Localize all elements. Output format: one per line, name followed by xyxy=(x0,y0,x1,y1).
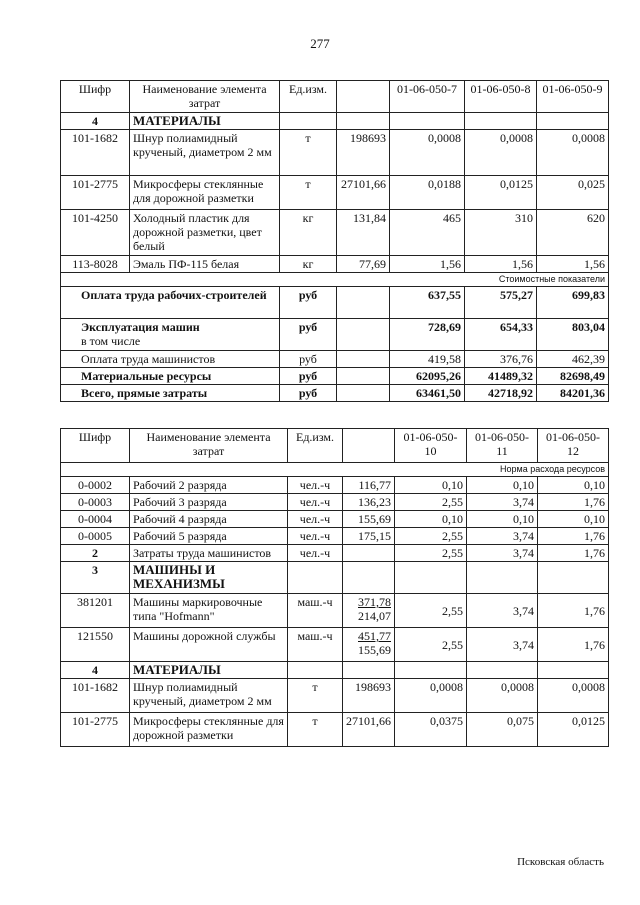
header-col-c: 01-06-050-9 xyxy=(537,81,609,113)
row-unit: чел.-ч xyxy=(288,528,343,545)
row-price: 198693 xyxy=(337,130,390,176)
row-value-b: 3,74 xyxy=(467,628,538,662)
resource-norm-label: Норма расхода ресурсов xyxy=(61,463,609,477)
table-row xyxy=(61,628,609,662)
header-name: Наименование элемента затрат xyxy=(130,429,288,463)
row-price: 136,23 xyxy=(343,494,395,511)
row-code: 101-2775 xyxy=(61,713,130,747)
row-value-c: 1,76 xyxy=(538,545,609,562)
row-price-driver: 214,07 xyxy=(358,609,391,623)
section-number: 3 xyxy=(61,562,130,594)
cost-table-2 xyxy=(60,428,609,747)
section-title: МАТЕРИАЛЫ xyxy=(130,662,288,679)
row-price: 451,77 xyxy=(358,629,391,643)
row-value-a: 2,55 xyxy=(395,545,467,562)
row-unit: маш.-ч xyxy=(288,594,343,628)
row-price: 27101,66 xyxy=(343,713,395,747)
cost-table-1 xyxy=(60,80,609,402)
row-price-cell xyxy=(343,594,395,628)
summary-value-a: 637,55 xyxy=(390,287,465,319)
cost-indicators-label: Стоимостные показатели xyxy=(61,273,609,287)
row-code: 2 xyxy=(61,545,130,562)
table-row xyxy=(61,130,609,176)
row-code: 121550 xyxy=(61,628,130,662)
row-name: Шнур полиамидный крученый, диаметром 2 мм xyxy=(130,679,288,713)
row-value-b: 1,56 xyxy=(465,256,537,273)
row-unit: т xyxy=(280,130,337,176)
row-code: 381201 xyxy=(61,594,130,628)
row-unit: чел.-ч xyxy=(288,477,343,494)
row-value-a: 2,55 xyxy=(395,628,467,662)
row-value-a: 0,0008 xyxy=(390,130,465,176)
summary-value-b: 654,33 xyxy=(465,319,537,351)
header-unit: Ед.изм. xyxy=(288,429,343,463)
row-price: 155,69 xyxy=(343,511,395,528)
section-number: 4 xyxy=(61,113,130,130)
row-code: 101-1682 xyxy=(61,130,130,176)
row-value-a: 0,0375 xyxy=(395,713,467,747)
table-row xyxy=(61,511,609,528)
row-name: Микросферы стеклянные для дорожной разметки xyxy=(130,176,280,210)
row-value-b: 0,10 xyxy=(467,511,538,528)
row-price-cell xyxy=(343,628,395,662)
row-price-driver: 155,69 xyxy=(358,643,391,657)
row-name: Эмаль ПФ-115 белая xyxy=(130,256,280,273)
row-code: 0-0003 xyxy=(61,494,130,511)
row-value-b: 3,74 xyxy=(467,528,538,545)
summary-unit: руб xyxy=(280,368,337,385)
footer-region: Псковская область xyxy=(517,856,604,868)
row-value-b: 3,74 xyxy=(467,545,538,562)
header-col-b: 01-06-050-8 xyxy=(465,81,537,113)
row-value-c: 1,76 xyxy=(538,628,609,662)
row-name: Микросферы стеклянные для дорожной разметки xyxy=(130,713,288,747)
row-code: 101-2775 xyxy=(61,176,130,210)
row-unit: чел.-ч xyxy=(288,511,343,528)
row-unit: чел.-ч xyxy=(288,494,343,511)
row-value-c: 1,76 xyxy=(538,528,609,545)
row-value-a: 0,10 xyxy=(395,477,467,494)
row-value-a: 465 xyxy=(390,210,465,256)
summary-value-b: 42718,92 xyxy=(465,385,537,402)
row-price: 175,15 xyxy=(343,528,395,545)
row-value-c: 0,0008 xyxy=(538,679,609,713)
row-value-b: 3,74 xyxy=(467,494,538,511)
summary-cell xyxy=(61,319,280,351)
row-unit: т xyxy=(288,679,343,713)
row-name: Машины маркировочные типа "Hofmann" xyxy=(130,594,288,628)
row-name: Рабочий 5 разряда xyxy=(130,528,288,545)
summary-row xyxy=(61,351,609,368)
summary-value-b: 376,76 xyxy=(465,351,537,368)
row-value-c: 0,10 xyxy=(538,477,609,494)
summary-row xyxy=(61,385,609,402)
summary-name: Всего, прямые затраты xyxy=(61,385,280,402)
row-value-b: 3,74 xyxy=(467,594,538,628)
summary-value-c: 462,39 xyxy=(537,351,609,368)
row-price: 131,84 xyxy=(337,210,390,256)
row-value-c: 0,0008 xyxy=(537,130,609,176)
subheader-row xyxy=(61,463,609,477)
table-row xyxy=(61,594,609,628)
row-price: 198693 xyxy=(343,679,395,713)
summary-value-b: 575,27 xyxy=(465,287,537,319)
section-title: МАШИНЫ И МЕХАНИЗМЫ xyxy=(130,562,288,594)
row-value-c: 0,0125 xyxy=(538,713,609,747)
row-value-a: 2,55 xyxy=(395,494,467,511)
row-value-a: 0,10 xyxy=(395,511,467,528)
summary-value-a: 62095,26 xyxy=(390,368,465,385)
header-col-a: 01-06-050-7 xyxy=(390,81,465,113)
row-value-a: 2,55 xyxy=(395,528,467,545)
summary-name: Оплата труда машинистов xyxy=(61,351,280,368)
table-row xyxy=(61,494,609,511)
section-row xyxy=(61,562,609,594)
header-code: Шифр xyxy=(61,81,130,113)
table-row xyxy=(61,528,609,545)
row-name: Рабочий 3 разряда xyxy=(130,494,288,511)
row-value-c: 0,025 xyxy=(537,176,609,210)
table-row xyxy=(61,176,609,210)
row-value-c: 0,10 xyxy=(538,511,609,528)
summary-unit: руб xyxy=(280,385,337,402)
table-row xyxy=(61,256,609,273)
header-col-c: 01-06-050-12 xyxy=(538,429,609,463)
summary-unit: руб xyxy=(280,351,337,368)
row-code: 0-0005 xyxy=(61,528,130,545)
row-value-c: 1,76 xyxy=(538,494,609,511)
row-value-c: 1,56 xyxy=(537,256,609,273)
summary-row xyxy=(61,368,609,385)
row-value-b: 0,10 xyxy=(467,477,538,494)
row-value-b: 0,0008 xyxy=(465,130,537,176)
row-price: 77,69 xyxy=(337,256,390,273)
summary-name: Эксплуатация машин xyxy=(81,320,200,334)
row-unit: чел.-ч xyxy=(288,545,343,562)
summary-value-c: 82698,49 xyxy=(537,368,609,385)
row-value-a: 2,55 xyxy=(395,594,467,628)
row-value-b: 0,0125 xyxy=(465,176,537,210)
summary-value-b: 41489,32 xyxy=(465,368,537,385)
row-name: Рабочий 2 разряда xyxy=(130,477,288,494)
row-code: 113-8028 xyxy=(61,256,130,273)
table-row xyxy=(61,477,609,494)
row-value-c: 1,76 xyxy=(538,594,609,628)
header-name: Наименование элемента затрат xyxy=(130,81,280,113)
header-price xyxy=(337,81,390,113)
table-header-row xyxy=(61,81,609,113)
header-col-b: 01-06-050-11 xyxy=(467,429,538,463)
row-price: 116,77 xyxy=(343,477,395,494)
summary-row xyxy=(61,287,609,319)
section-number: 4 xyxy=(61,662,130,679)
row-name: Затраты труда машинистов xyxy=(130,545,288,562)
row-value-b: 0,0008 xyxy=(467,679,538,713)
row-unit: кг xyxy=(280,210,337,256)
summary-name: Оплата труда рабочих-строителей xyxy=(61,287,280,319)
subheader-row xyxy=(61,273,609,287)
row-value-b: 310 xyxy=(465,210,537,256)
page-number: 277 xyxy=(310,36,330,51)
summary-value-c: 699,83 xyxy=(537,287,609,319)
row-name: Рабочий 4 разряда xyxy=(130,511,288,528)
row-value-a: 1,56 xyxy=(390,256,465,273)
row-value-b: 0,075 xyxy=(467,713,538,747)
row-code: 0-0002 xyxy=(61,477,130,494)
row-value-a: 0,0188 xyxy=(390,176,465,210)
section-title: МАТЕРИАЛЫ xyxy=(130,113,280,130)
row-price: 27101,66 xyxy=(337,176,390,210)
summary-note: в том числе xyxy=(81,334,141,348)
summary-value-a: 728,69 xyxy=(390,319,465,351)
section-row xyxy=(61,662,609,679)
section-row xyxy=(61,545,609,562)
summary-value-a: 419,58 xyxy=(390,351,465,368)
header-col-a: 01-06-050-10 xyxy=(395,429,467,463)
row-unit: т xyxy=(288,713,343,747)
row-code: 101-4250 xyxy=(61,210,130,256)
table-row xyxy=(61,713,609,747)
row-unit: маш.-ч xyxy=(288,628,343,662)
section-row xyxy=(61,113,609,130)
row-value-c: 620 xyxy=(537,210,609,256)
row-code: 0-0004 xyxy=(61,511,130,528)
table-header-row xyxy=(61,429,609,463)
summary-value-c: 803,04 xyxy=(537,319,609,351)
table-row xyxy=(61,210,609,256)
row-code: 101-1682 xyxy=(61,679,130,713)
summary-unit: руб xyxy=(280,287,337,319)
row-unit: кг xyxy=(280,256,337,273)
row-name: Шнур полиамидный крученый, диаметром 2 мм xyxy=(130,130,280,176)
row-value-a: 0,0008 xyxy=(395,679,467,713)
summary-row xyxy=(61,319,609,351)
header-price xyxy=(343,429,395,463)
row-name: Машины дорожной службы xyxy=(130,628,288,662)
summary-value-c: 84201,36 xyxy=(537,385,609,402)
row-name: Холодный пластик для дорожной разметки, цвет белый xyxy=(130,210,280,256)
summary-value-a: 63461,50 xyxy=(390,385,465,402)
row-price: 371,78 xyxy=(358,595,391,609)
header-code: Шифр xyxy=(61,429,130,463)
header-unit: Ед.изм. xyxy=(280,81,337,113)
row-unit: т xyxy=(280,176,337,210)
table-row xyxy=(61,679,609,713)
summary-unit: руб xyxy=(280,319,337,351)
summary-name: Материальные ресурсы xyxy=(61,368,280,385)
